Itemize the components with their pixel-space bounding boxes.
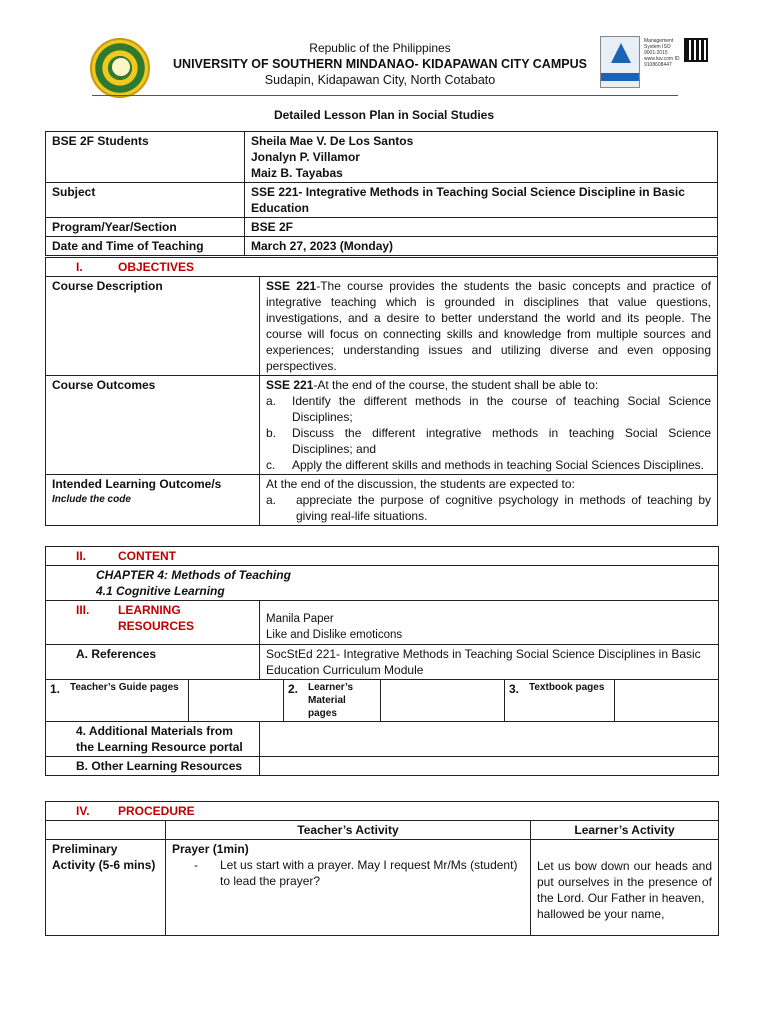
list-marker: -: [194, 858, 198, 872]
ilo-intro: At the end of the discussion, the students are expected to:: [266, 477, 575, 491]
list-item: [266, 492, 711, 524]
list-marker: a.: [266, 394, 277, 408]
content-topic: [46, 566, 719, 601]
subject-label: Subject: [46, 183, 245, 218]
table-row: [46, 258, 718, 277]
table-row: [46, 132, 718, 183]
program-value: BSE 2F: [245, 218, 718, 237]
objectives-table: [45, 257, 718, 526]
list-text: appreciate the purpose of cognitive psychology in methods of teaching by giving real-life situations.: [296, 493, 711, 523]
table-row: [46, 840, 719, 936]
table-row: [46, 183, 718, 218]
table-row: [46, 757, 719, 776]
table-row: [46, 376, 718, 475]
list-item: [266, 425, 711, 457]
sub-ref-label: [505, 680, 615, 722]
references-label: A. References: [46, 645, 260, 680]
list-marker: 3.: [509, 682, 520, 696]
list-text: Identify the different methods in the course of teaching Social Science Disciplines;: [292, 394, 711, 424]
list-item: [266, 457, 711, 473]
table-row: [46, 680, 719, 722]
list-marker: 1.: [50, 682, 61, 696]
table-row: [46, 547, 719, 566]
learner-activity-header: Learner’s Activity: [531, 821, 719, 840]
subject-value: SSE 221- Integrative Methods in Teaching Social Science Discipline in Basic Education: [245, 183, 718, 218]
date-value: March 27, 2023 (Monday): [245, 237, 718, 256]
section-number: IV.: [76, 804, 90, 818]
teacher-activity: [166, 840, 531, 936]
topic-title: 4.1 Cognitive Learning: [96, 584, 225, 598]
course-description-text: -The course provides the students the basic concepts and practice of integrative teaching which is grounded in disciplines that value questions, investigations, and a desire to better understand the world and its people. The course will focus on connecting skills and knowledge from multiple sources and experiences; understanding issues and utilizing diverse and even opposing perspectives.: [266, 279, 711, 373]
sub-ref-text: Teacher’s Guide pages: [70, 682, 179, 693]
sub-ref-value: [189, 680, 284, 722]
list-text: Apply the different skills and methods in teaching Social Sciences Disciplines.: [292, 458, 704, 472]
table-row: [46, 722, 719, 757]
document-title: Detailed Lesson Plan in Social Studies: [273, 108, 495, 122]
content-table: [45, 546, 719, 776]
sub-ref-value: [615, 680, 719, 722]
additional-materials-label: 4. Additional Materials from the Learning Resource portal: [46, 722, 260, 757]
procedure-table: [45, 801, 719, 936]
student-name: Jonalyn P. Villamor: [251, 150, 360, 164]
header-text: [150, 40, 610, 88]
list-text: Let us start with a prayer. May I request Mr/Ms (student) to lead the prayer?: [220, 858, 518, 888]
procedure-heading: [46, 802, 719, 821]
table-row: [46, 802, 719, 821]
list-text: Discuss the different integrative methods in teaching Social Science Disciplines; and: [292, 426, 711, 456]
university-seal-logo: [90, 38, 150, 98]
list-item: [266, 393, 711, 425]
iso-certification-badge: [600, 36, 712, 88]
table-row: [46, 566, 719, 601]
learning-resources-heading: [46, 601, 260, 645]
list-marker: 2.: [288, 682, 299, 696]
sub-ref-text: Textbook pages: [529, 682, 605, 693]
table-row: [46, 277, 718, 376]
section-number: II.: [76, 549, 87, 563]
ilo-note: Include the code: [52, 494, 131, 505]
objectives-heading: [46, 258, 718, 277]
date-label: Date and Time of Teaching: [46, 237, 245, 256]
course-code: SSE 221: [266, 279, 317, 293]
header-divider: [92, 95, 678, 96]
list-marker: a.: [266, 493, 277, 507]
header-empty-cell: [46, 821, 166, 840]
teacher-activity-header: Teacher’s Activity: [166, 821, 531, 840]
list-item: [172, 857, 524, 889]
table-row: [46, 218, 718, 237]
references-value: SocStEd 221- Integrative Methods in Teaching Social Science Disciplines in Basic Education Curriculum Module: [260, 645, 719, 680]
table-row: [46, 601, 719, 645]
list-marker: c.: [266, 458, 276, 472]
section-title: LEARNING RESOURCES: [118, 603, 195, 633]
table-row: [46, 237, 718, 256]
qr-code-icon: [684, 38, 708, 62]
student-name: Maiz B. Tayabas: [251, 166, 343, 180]
list-marker: b.: [266, 426, 277, 440]
section-title: PROCEDURE: [118, 804, 195, 818]
section-title: CONTENT: [118, 549, 176, 563]
course-outcomes-label: Course Outcomes: [46, 376, 260, 475]
sub-ref-label: [46, 680, 189, 722]
ilo-content: [260, 475, 718, 526]
learner-prayer-text: hallowed be your name,: [537, 907, 665, 921]
course-description: [260, 277, 718, 376]
additional-materials-value: [260, 722, 719, 757]
resource-item: Manila Paper: [266, 613, 334, 625]
ilo-label: Intended Learning Outcome/s: [52, 477, 222, 491]
university-name: UNIVERSITY OF SOUTHERN MINDANAO- KIDAPAWAN CITY CAMPUS: [173, 57, 587, 71]
learner-prayer-text: Let us bow down our heads and put ourselves in the presence of the Lord. Our Father in heaven,: [537, 859, 713, 905]
other-resources-value: [260, 757, 719, 776]
document-header: [0, 0, 768, 100]
content-heading: [46, 547, 719, 566]
table-row: [46, 645, 719, 680]
other-resources-label: B. Other Learning Resources: [46, 757, 260, 776]
section-number: I.: [76, 260, 83, 274]
stage-label: Preliminary Activity (5-6 mins): [46, 840, 166, 936]
prayer-title: Prayer (1min): [172, 842, 249, 856]
section-number: III.: [76, 603, 90, 617]
republic-line: Republic of the Philippines: [309, 41, 451, 55]
section-title: OBJECTIVES: [118, 260, 195, 274]
course-code: SSE 221: [266, 378, 314, 392]
chapter-title: CHAPTER 4: Methods of Teaching: [96, 568, 291, 582]
students-cell: [245, 132, 718, 183]
sub-ref-value: [381, 680, 505, 722]
cert-text: Management System ISO 9001:2015 www.tuv.com ID 9108608447: [644, 38, 680, 68]
outcomes-intro: -At the end of the course, the student shall be able to:: [313, 378, 599, 392]
students-label: BSE 2F Students: [46, 132, 245, 183]
learning-resources-list: [260, 601, 719, 645]
program-label: Program/Year/Section: [46, 218, 245, 237]
table-row: [46, 475, 718, 526]
student-name: Sheila Mae V. De Los Santos: [251, 134, 414, 148]
course-outcomes: [260, 376, 718, 475]
resource-item: Like and Dislike emoticons: [266, 629, 403, 641]
table-row: [46, 821, 719, 840]
sub-ref-text: Learner’s Material pages: [308, 682, 354, 719]
sub-ref-label: [284, 680, 381, 722]
ilo-label-cell: [46, 475, 260, 526]
course-description-label: Course Description: [46, 277, 260, 376]
university-address: Sudapin, Kidapawan City, North Cotabato: [264, 73, 496, 87]
tuv-logo: [600, 36, 640, 88]
learner-activity: [531, 840, 719, 936]
info-table: [45, 131, 718, 256]
